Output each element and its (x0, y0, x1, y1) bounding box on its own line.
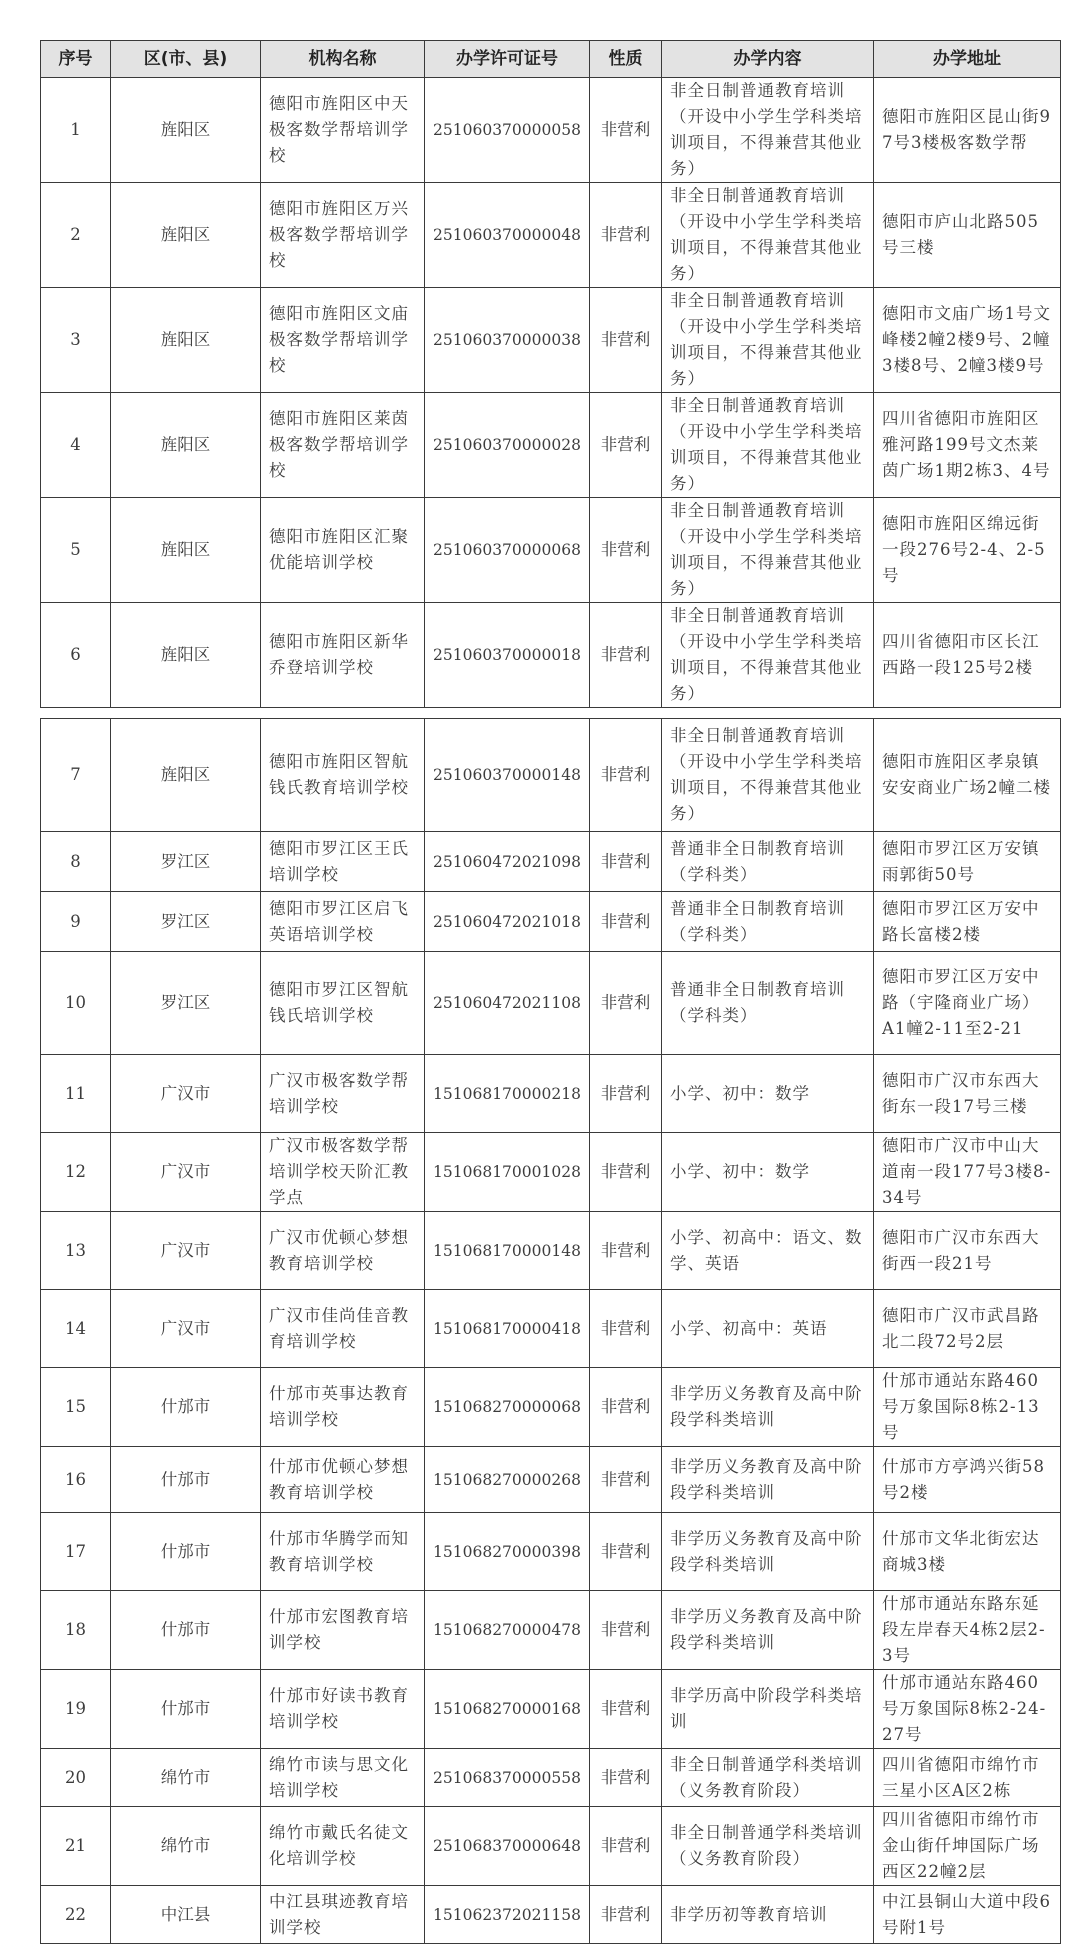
row-district: 什邡市 (111, 1447, 261, 1513)
table-row (41, 1447, 1061, 1513)
table-row (41, 952, 1061, 1055)
row-name: 广汉市优顿心梦想教育培训学校 (261, 1212, 425, 1290)
row-license: 251060370000018 (425, 603, 590, 708)
row-nature: 非营利 (590, 1055, 662, 1133)
row-content: 非全日制普通教育培训（开设中小学生学科类培训项目，不得兼营其他业务） (662, 498, 874, 603)
row-nature: 非营利 (590, 1368, 662, 1447)
row-address: 什邡市方亭鸿兴街58号2楼 (874, 1447, 1061, 1513)
row-number: 5 (41, 498, 111, 603)
table-row (41, 393, 1061, 498)
row-address: 什邡市通站东路东延段左岸春天4栋2层2-3号 (874, 1591, 1061, 1670)
row-content: 小学、初高中：英语 (662, 1290, 874, 1368)
row-nature: 非营利 (590, 1290, 662, 1368)
row-address: 德阳市广汉市东西大街西一段21号 (874, 1212, 1061, 1290)
table-row (41, 1807, 1061, 1886)
row-district: 广汉市 (111, 1055, 261, 1133)
table-row (41, 832, 1061, 892)
row-name: 什邡市华腾学而知教育培训学校 (261, 1513, 425, 1591)
row-number: 6 (41, 603, 111, 708)
row-nature: 非营利 (590, 603, 662, 708)
row-content: 非学历义务教育及高中阶段学科类培训 (662, 1368, 874, 1447)
row-district: 广汉市 (111, 1212, 261, 1290)
row-license: 151068170001028 (425, 1133, 590, 1212)
row-district: 旌阳区 (111, 719, 261, 832)
table-row (41, 1886, 1061, 1944)
row-name: 中江县琪迹教育培训学校 (261, 1886, 425, 1944)
row-name: 德阳市罗江区启飞英语培训学校 (261, 892, 425, 952)
row-address: 德阳市旌阳区昆山街97号3楼极客数学帮 (874, 78, 1061, 183)
table-row (41, 1368, 1061, 1447)
row-content: 非学历高中阶段学科类培训 (662, 1670, 874, 1749)
row-district: 绵竹市 (111, 1749, 261, 1807)
row-district: 罗江区 (111, 952, 261, 1055)
table-row (41, 1290, 1061, 1368)
row-license: 251068370000648 (425, 1807, 590, 1886)
row-license: 251060370000028 (425, 393, 590, 498)
table-row (41, 1670, 1061, 1749)
table-row (41, 1749, 1061, 1807)
row-district: 什邡市 (111, 1591, 261, 1670)
row-name: 绵竹市戴氏名徒文化培训学校 (261, 1807, 425, 1886)
row-address: 德阳市旌阳区孝泉镇安安商业广场2幢二楼 (874, 719, 1061, 832)
row-content: 非学历义务教育及高中阶段学科类培训 (662, 1591, 874, 1670)
row-nature: 非营利 (590, 1591, 662, 1670)
header-district: 区(市、县) (111, 41, 261, 78)
header-nature: 性质 (590, 41, 662, 78)
row-content: 普通非全日制教育培训（学科类） (662, 892, 874, 952)
row-name: 什邡市好读书教育培训学校 (261, 1670, 425, 1749)
header-content: 办学内容 (662, 41, 874, 78)
row-nature: 非营利 (590, 78, 662, 183)
table-row (41, 603, 1061, 708)
row-address: 德阳市罗江区万安镇雨郭街50号 (874, 832, 1061, 892)
row-license: 251060370000068 (425, 498, 590, 603)
row-district: 什邡市 (111, 1670, 261, 1749)
row-district: 旌阳区 (111, 603, 261, 708)
row-address: 德阳市广汉市中山大道南一段177号3楼8-34号 (874, 1133, 1061, 1212)
table-row (41, 498, 1061, 603)
row-license: 251060472021018 (425, 892, 590, 952)
row-district: 广汉市 (111, 1133, 261, 1212)
row-name: 什邡市优顿心梦想教育培训学校 (261, 1447, 425, 1513)
row-license: 251060370000048 (425, 183, 590, 288)
row-address: 什邡市通站东路460号万象国际8栋2-24-27号 (874, 1670, 1061, 1749)
header-license: 办学许可证号 (425, 41, 590, 78)
row-number: 11 (41, 1055, 111, 1133)
row-name: 广汉市极客数学帮培训学校 (261, 1055, 425, 1133)
row-number: 21 (41, 1807, 111, 1886)
row-nature: 非营利 (590, 832, 662, 892)
row-number: 3 (41, 288, 111, 393)
table-row (41, 183, 1061, 288)
row-district: 中江县 (111, 1886, 261, 1944)
row-license: 151068270000168 (425, 1670, 590, 1749)
row-number: 17 (41, 1513, 111, 1591)
row-district: 什邡市 (111, 1368, 261, 1447)
row-address: 四川省德阳市旌阳区雅河路199号文杰莱茵广场1期2栋3、4号 (874, 393, 1061, 498)
row-number: 10 (41, 952, 111, 1055)
row-number: 15 (41, 1368, 111, 1447)
row-district: 广汉市 (111, 1290, 261, 1368)
row-name: 德阳市罗江区智航钱氏培训学校 (261, 952, 425, 1055)
row-district: 旌阳区 (111, 288, 261, 393)
row-district: 什邡市 (111, 1513, 261, 1591)
row-license: 151068270000478 (425, 1591, 590, 1670)
row-license: 151068170000148 (425, 1212, 590, 1290)
row-name: 德阳市旌阳区万兴极客数学帮培训学校 (261, 183, 425, 288)
header-name: 机构名称 (261, 41, 425, 78)
row-content: 非学历义务教育及高中阶段学科类培训 (662, 1447, 874, 1513)
row-name: 什邡市宏图教育培训学校 (261, 1591, 425, 1670)
row-district: 绵竹市 (111, 1807, 261, 1886)
table-header-row (41, 41, 1061, 78)
row-number: 9 (41, 892, 111, 952)
row-content: 小学、初中：数学 (662, 1133, 874, 1212)
row-name: 什邡市英事达教育培训学校 (261, 1368, 425, 1447)
row-name: 德阳市旌阳区中天极客数学帮培训学校 (261, 78, 425, 183)
row-number: 14 (41, 1290, 111, 1368)
row-content: 非全日制普通学科类培训（义务教育阶段） (662, 1807, 874, 1886)
row-number: 8 (41, 832, 111, 892)
table-row (41, 1133, 1061, 1212)
row-number: 4 (41, 393, 111, 498)
row-address: 四川省德阳市区长江西路一段125号2楼 (874, 603, 1061, 708)
row-address: 德阳市庐山北路505号三楼 (874, 183, 1061, 288)
row-district: 旌阳区 (111, 78, 261, 183)
table-row (41, 1591, 1061, 1670)
row-number: 12 (41, 1133, 111, 1212)
table-row (41, 1212, 1061, 1290)
row-district: 旌阳区 (111, 393, 261, 498)
row-content: 非学历义务教育及高中阶段学科类培训 (662, 1513, 874, 1591)
row-nature: 非营利 (590, 952, 662, 1055)
row-license: 151068170000418 (425, 1290, 590, 1368)
row-content: 非全日制普通教育培训（开设中小学生学科类培训项目，不得兼营其他业务） (662, 393, 874, 498)
row-content: 非全日制普通学科类培训（义务教育阶段） (662, 1749, 874, 1807)
row-number: 13 (41, 1212, 111, 1290)
table-row (41, 1513, 1061, 1591)
row-content: 非全日制普通教育培训（开设中小学生学科类培训项目，不得兼营其他业务） (662, 78, 874, 183)
header-no: 序号 (41, 41, 111, 78)
row-nature: 非营利 (590, 288, 662, 393)
row-name: 德阳市罗江区王氏培训学校 (261, 832, 425, 892)
row-nature: 非营利 (590, 498, 662, 603)
row-address: 德阳市文庙广场1号文峰楼2幢2楼9号、2幢3楼8号、2幢3楼9号 (874, 288, 1061, 393)
row-license: 151068170000218 (425, 1055, 590, 1133)
row-name: 广汉市佳尚佳音教育培训学校 (261, 1290, 425, 1368)
row-number: 16 (41, 1447, 111, 1513)
row-name: 德阳市旌阳区文庙极客数学帮培训学校 (261, 288, 425, 393)
row-address: 什邡市文华北街宏达商城3楼 (874, 1513, 1061, 1591)
table-row (41, 288, 1061, 393)
row-content: 普通非全日制教育培训（学科类） (662, 952, 874, 1055)
row-content: 小学、初中：数学 (662, 1055, 874, 1133)
row-number: 19 (41, 1670, 111, 1749)
header-address: 办学地址 (874, 41, 1061, 78)
row-nature: 非营利 (590, 393, 662, 498)
row-license: 251060472021108 (425, 952, 590, 1055)
row-number: 1 (41, 78, 111, 183)
row-nature: 非营利 (590, 1749, 662, 1807)
row-nature: 非营利 (590, 1133, 662, 1212)
row-nature: 非营利 (590, 1513, 662, 1591)
row-nature: 非营利 (590, 1447, 662, 1513)
row-nature: 非营利 (590, 1886, 662, 1944)
row-nature: 非营利 (590, 183, 662, 288)
row-address: 四川省德阳市绵竹市金山街仟坤国际广场西区22幢2层 (874, 1807, 1061, 1886)
row-address: 德阳市旌阳区绵远街一段276号2-4、2-5号 (874, 498, 1061, 603)
row-license: 251060370000058 (425, 78, 590, 183)
row-license: 251060370000148 (425, 719, 590, 832)
row-district: 罗江区 (111, 892, 261, 952)
row-name: 绵竹市读与思文化培训学校 (261, 1749, 425, 1807)
row-license: 251060370000038 (425, 288, 590, 393)
row-license: 151068270000398 (425, 1513, 590, 1591)
row-license: 151068270000068 (425, 1368, 590, 1447)
row-license: 251060472021098 (425, 832, 590, 892)
row-content: 非全日制普通教育培训（开设中小学生学科类培训项目，不得兼营其他业务） (662, 183, 874, 288)
row-number: 20 (41, 1749, 111, 1807)
row-content: 非全日制普通教育培训（开设中小学生学科类培训项目，不得兼营其他业务） (662, 288, 874, 393)
row-number: 2 (41, 183, 111, 288)
row-number: 18 (41, 1591, 111, 1670)
row-district: 旌阳区 (111, 183, 261, 288)
row-content: 普通非全日制教育培训（学科类） (662, 832, 874, 892)
table-row (41, 719, 1061, 832)
row-name: 德阳市旌阳区莱茵极客数学帮培训学校 (261, 393, 425, 498)
row-content: 非全日制普通教育培训（开设中小学生学科类培训项目，不得兼营其他业务） (662, 719, 874, 832)
row-license: 151068270000268 (425, 1447, 590, 1513)
row-address: 中江县铜山大道中段6号附1号 (874, 1886, 1061, 1944)
row-address: 什邡市通站东路460号万象国际8栋2-13号 (874, 1368, 1061, 1447)
row-district: 罗江区 (111, 832, 261, 892)
row-address: 四川省德阳市绵竹市三星小区A区2栋 (874, 1749, 1061, 1807)
row-address: 德阳市罗江区万安中路（宇隆商业广场）A1幢2-11至2-21 (874, 952, 1061, 1055)
table-row (41, 892, 1061, 952)
table-row (41, 78, 1061, 183)
row-content: 非全日制普通教育培训（开设中小学生学科类培训项目，不得兼营其他业务） (662, 603, 874, 708)
row-name: 德阳市旌阳区智航钱氏教育培训学校 (261, 719, 425, 832)
row-address: 德阳市广汉市武昌路北二段72号2层 (874, 1290, 1061, 1368)
row-number: 7 (41, 719, 111, 832)
row-license: 151062372021158 (425, 1886, 590, 1944)
row-number: 22 (41, 1886, 111, 1944)
row-nature: 非营利 (590, 1212, 662, 1290)
row-content: 小学、初高中：语文、数学、英语 (662, 1212, 874, 1290)
row-name: 德阳市旌阳区新华乔登培训学校 (261, 603, 425, 708)
row-district: 旌阳区 (111, 498, 261, 603)
row-nature: 非营利 (590, 719, 662, 832)
row-name: 广汉市极客数学帮培训学校天阶汇教学点 (261, 1133, 425, 1212)
schools-table-part-1 (40, 40, 1061, 708)
row-nature: 非营利 (590, 1670, 662, 1749)
row-license: 251068370000558 (425, 1749, 590, 1807)
row-address: 德阳市广汉市东西大街东一段17号三楼 (874, 1055, 1061, 1133)
row-nature: 非营利 (590, 1807, 662, 1886)
row-nature: 非营利 (590, 892, 662, 952)
row-content: 非学历初等教育培训 (662, 1886, 874, 1944)
row-address: 德阳市罗江区万安中路长富楼2楼 (874, 892, 1061, 952)
table-row (41, 1055, 1061, 1133)
schools-table-part-2 (40, 718, 1061, 1944)
row-name: 德阳市旌阳区汇聚优能培训学校 (261, 498, 425, 603)
